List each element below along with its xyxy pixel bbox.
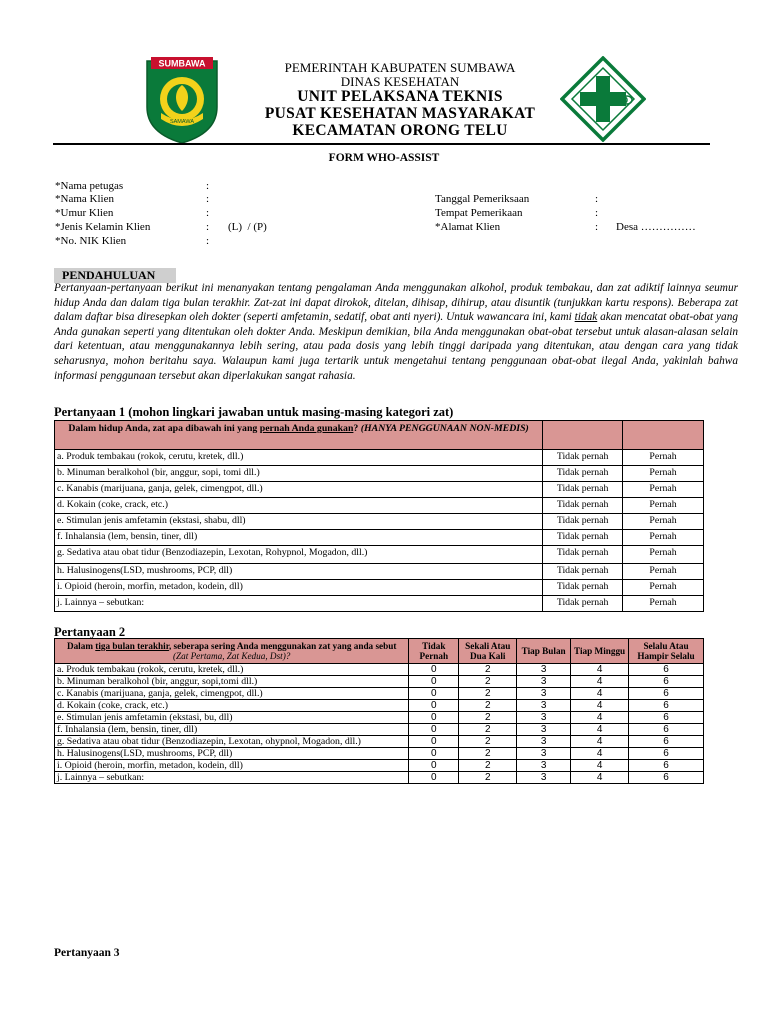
q1-substance: e. Stimulan jenis amfetamin (ekstasi, shabu, dll) (55, 514, 543, 530)
header-kecamatan: KECAMATAN ORONG TELU (292, 122, 508, 139)
q2-score-option[interactable]: 4 (571, 688, 629, 700)
q2-score-option[interactable]: 6 (629, 736, 704, 748)
q2-score-option[interactable]: 3 (517, 760, 571, 772)
q2-score-option[interactable]: 6 (629, 676, 704, 688)
q2-score-option[interactable]: 3 (517, 688, 571, 700)
q2-row (55, 688, 704, 700)
q2-score-option[interactable]: 0 (409, 664, 459, 676)
q2-score-option[interactable]: 2 (459, 760, 517, 772)
logo-ribbon-text: SAMAWA (169, 119, 195, 125)
q2-score-option[interactable]: 0 (409, 676, 459, 688)
q2-score-option[interactable]: 3 (517, 700, 571, 712)
q2-score-option[interactable]: 0 (409, 748, 459, 760)
q2-score-option[interactable]: 2 (459, 748, 517, 760)
q1-option-tidak-pernah[interactable]: Tidak pernah (543, 482, 623, 498)
q2-score-option[interactable]: 6 (629, 712, 704, 724)
q2-score-option[interactable]: 3 (517, 724, 571, 736)
q2-row (55, 700, 704, 712)
pendahuluan-heading: PENDAHULUAN (54, 268, 176, 283)
sep: : (206, 193, 210, 205)
header-puskesmas: PUSAT KESEHATAN MASYARAKAT (264, 105, 536, 122)
q1-substance: g. Sedativa atau obat tidur (Benzodiazepin, Lexotan, Rohypnol, Mogadon, dll.) (55, 546, 543, 564)
q2-score-option[interactable]: 6 (629, 748, 704, 760)
q2-row (55, 748, 704, 760)
q2-score-option[interactable]: 4 (571, 724, 629, 736)
q1-header-row (55, 421, 704, 450)
q1-option-tidak-pernah[interactable]: Tidak pernah (543, 564, 623, 580)
q2-substance: i. Opioid (heroin, morfin, metadon, kodein, dll) (55, 760, 409, 772)
label-jenis-kelamin: *Jenis Kelamin Klien (55, 221, 151, 233)
header-divider (53, 143, 710, 145)
q2-substance: f. Inhalansia (lem, bensin, tiner, dll) (55, 724, 409, 736)
q2-score-option[interactable]: 2 (459, 772, 517, 784)
q1-table (54, 420, 704, 612)
label-tempat: Tempat Pemerikaan (435, 207, 523, 219)
q1-option-pernah[interactable]: Pernah (623, 530, 704, 546)
q2-score-option[interactable]: 2 (459, 724, 517, 736)
q2-score-option[interactable]: 2 (459, 736, 517, 748)
sep: : (595, 193, 599, 205)
q1-row (55, 466, 704, 482)
q1-option-pernah[interactable]: Pernah (623, 482, 704, 498)
q1-row (55, 564, 704, 580)
q2-score-option[interactable]: 3 (517, 748, 571, 760)
q1-option-pernah[interactable]: Pernah (623, 466, 704, 482)
q1-option-pernah[interactable]: Pernah (623, 564, 704, 580)
label-nama-petugas: *Nama petugas (55, 180, 124, 192)
q2-score-option[interactable]: 6 (629, 760, 704, 772)
q1-option-tidak-pernah[interactable]: Tidak pernah (543, 450, 623, 466)
header-unit: UNIT PELAKSANA TEKNIS (297, 88, 503, 105)
q2-score-option[interactable]: 3 (517, 664, 571, 676)
q2-score-option[interactable]: 0 (409, 712, 459, 724)
q1-header-blank (623, 421, 704, 450)
q2-score-option[interactable]: 4 (571, 772, 629, 784)
q1-option-pernah[interactable]: Pernah (623, 546, 704, 564)
q2-score-option[interactable]: 2 (459, 712, 517, 724)
q2-col-selalu: Selalu Atau Hampir Selalu (629, 639, 704, 664)
q1-option-tidak-pernah[interactable]: Tidak pernah (543, 498, 623, 514)
q1-option-tidak-pernah[interactable]: Tidak pernah (543, 466, 623, 482)
q1-row (55, 450, 704, 466)
q1-substance: d. Kokain (coke, crack, etc.) (55, 498, 543, 514)
q1-option-pernah[interactable]: Pernah (623, 450, 704, 466)
q2-row (55, 676, 704, 688)
q1-row (55, 530, 704, 546)
q1-row (55, 596, 704, 612)
q1-substance: a. Produk tembakau (rokok, cerutu, kretek, dll.) (55, 450, 543, 466)
q1-substance: h. Halusinogens(LSD, mushrooms, PCP, dll) (55, 564, 543, 580)
q2-substance: j. Lainnya – sebutkan: (55, 772, 409, 784)
q2-substance: d. Kokain (coke, crack, etc.) (55, 700, 409, 712)
q2-col-tidak-pernah: Tidak Pernah (409, 639, 459, 664)
q1-substance: j. Lainnya – sebutkan: (55, 596, 543, 612)
q2-substance: c. Kanabis (marijuana, ganja, gelek, cimengpot, dll.) (55, 688, 409, 700)
q2-score-option[interactable]: 3 (517, 772, 571, 784)
q1-substance: c. Kanabis (marijuana, ganja, gelek, cimengpot, dll.) (55, 482, 543, 498)
q2-score-option[interactable]: 4 (571, 760, 629, 772)
q1-substance: f. Inhalansia (lem, bensin, tiner, dll) (55, 530, 543, 546)
q2-score-option[interactable]: 6 (629, 688, 704, 700)
q1-row (55, 482, 704, 498)
q1-option-pernah[interactable]: Pernah (623, 580, 704, 596)
q1-option-pernah[interactable]: Pernah (623, 514, 704, 530)
q2-score-option[interactable]: 3 (517, 736, 571, 748)
q2-score-option[interactable]: 3 (517, 676, 571, 688)
desa-field[interactable]: Desa …………… (616, 221, 696, 233)
q1-option-tidak-pernah[interactable]: Tidak pernah (543, 530, 623, 546)
q2-score-option[interactable]: 0 (409, 760, 459, 772)
q2-score-option[interactable]: 0 (409, 700, 459, 712)
q2-row (55, 772, 704, 784)
q1-option-pernah[interactable]: Pernah (623, 498, 704, 514)
q1-header: Dalam hidup Anda, zat apa dibawah ini yang pernah Anda gunakan? (HANYA PENGGUNAAN NON-MEDIS) (55, 421, 543, 450)
q2-row (55, 760, 704, 772)
label-nama-klien: *Nama Klien (55, 193, 114, 205)
q1-option-tidak-pernah[interactable]: Tidak pernah (543, 596, 623, 612)
q1-title: Pertanyaan 1 (mohon lingkari jawaban untuk masing-masing kategori zat) (54, 405, 454, 419)
q2-row (55, 724, 704, 736)
q2-score-option[interactable]: 0 (409, 724, 459, 736)
q2-col-sekali: Sekali Atau Dua Kali (459, 639, 517, 664)
q2-score-option[interactable]: 4 (571, 748, 629, 760)
logo-banner-text: SUMBAWA (158, 58, 206, 69)
q1-substance: i. Opioid (heroin, morfin, metadon, kodein, dll) (55, 580, 543, 596)
q2-score-option[interactable]: 3 (517, 712, 571, 724)
sep: : (595, 207, 599, 219)
label-umur-klien: *Umur Klien (55, 207, 114, 219)
q2-row (55, 736, 704, 748)
label-nik-klien: *No. NIK Klien (55, 235, 127, 247)
q2-col-bulan: Tiap Bulan (517, 639, 571, 664)
header-dept: DINAS KESEHATAN (340, 74, 460, 89)
q2-score-option[interactable]: 4 (571, 700, 629, 712)
q2-score-option[interactable]: 2 (459, 688, 517, 700)
q2-score-option[interactable]: 6 (629, 772, 704, 784)
q2-score-option[interactable]: 0 (409, 736, 459, 748)
sep: : (206, 180, 210, 192)
q2-score-option[interactable]: 2 (459, 676, 517, 688)
q2-table (54, 638, 704, 784)
q1-substance: b. Minuman beralkohol (bir, anggur, sopi, tomi dll.) (55, 466, 543, 482)
q2-score-option[interactable]: 0 (409, 772, 459, 784)
q2-score-option[interactable]: 2 (459, 664, 517, 676)
q2-score-option[interactable]: 6 (629, 724, 704, 736)
q1-header-blank (543, 421, 623, 450)
q2-score-option[interactable]: 0 (409, 688, 459, 700)
q2-score-option[interactable]: 4 (571, 712, 629, 724)
label-alamat: *Alamat Klien (435, 221, 501, 233)
q1-option-tidak-pernah[interactable]: Tidak pernah (543, 546, 623, 564)
q1-row (55, 546, 704, 564)
q2-row (55, 664, 704, 676)
q1-row (55, 514, 704, 530)
q2-title: Pertanyaan 2 (54, 625, 126, 639)
form-title: FORM WHO-ASSIST (328, 152, 440, 164)
q2-score-option[interactable]: 2 (459, 700, 517, 712)
q2-col-minggu: Tiap Minggu (571, 639, 629, 664)
sep: : (206, 207, 210, 219)
q3-title: Pertanyaan 3 (54, 947, 120, 959)
q2-substance: h. Halusinogens(LSD, mushrooms, PCP, dll) (55, 748, 409, 760)
q1-option-pernah[interactable]: Pernah (623, 596, 704, 612)
gender-options[interactable]: (L) / (P) (228, 221, 267, 233)
intro-paragraph: Pertanyaan-pertanyaan berikut ini menanyakan tentang pengalaman Anda menggunakan alkohol, produk tembakau, dan zat adiktif lainnya seumur hidup Anda dan dalam tiga bulan terakhir. Zat-zat ini dapat dirokok, ditelan, dihisap, dihirup, atau disuntik (tunjukkan kartu respons). Beberapa zat dalam daftar bisa diresepkan oleh dokter (seperti amfetamin, sedatif, obat anti nyeri). Untuk wawancara ini, kami tidak akan mencatat obat-obat yang Anda gunakan seperti yang ditentukan oleh dokter Anda. Meskipun demikian, bila Anda menggunakan obat-obat tersebut untuk alasan-alasan selain dari ketentuan, atau menggunakannya lebih sering, atau pada dosis yang lebih tinggi daripada yang ditentukan, atau dengan cara yang tidak seharusnya, mohon beritahu saya. Walaupun kami juga tertarik untuk mengetahui tentang penggunaan obat-obat ilegal Anda, yakinlah bahwa informasi penggunaan tersebut akan diperlakukan sangat rahasia. (54, 282, 738, 382)
header-gov: PEMERINTAH KABUPATEN SUMBAWA (284, 60, 516, 75)
sep: : (206, 221, 210, 233)
q2-score-option[interactable]: 6 (629, 664, 704, 676)
q2-substance: e. Stimulan jenis amfetamin (ekstasi, bu, dll) (55, 712, 409, 724)
q2-score-option[interactable]: 4 (571, 676, 629, 688)
q1-row (55, 580, 704, 596)
q2-score-option[interactable]: 4 (571, 664, 629, 676)
q2-substance: g. Sedativa atau obat tidur (Benzodiazepin, Lexotan, ohypnol, Mogadon, dll.) (55, 736, 409, 748)
q2-substance: b. Minuman beralkohol (bir, anggur, sopi,tomi dll.) (55, 676, 409, 688)
q1-row (55, 498, 704, 514)
q2-score-option[interactable]: 6 (629, 700, 704, 712)
q2-header-row (55, 639, 704, 664)
q1-option-tidak-pernah[interactable]: Tidak pernah (543, 514, 623, 530)
q2-score-option[interactable]: 4 (571, 736, 629, 748)
q2-header: Dalam tiga bulan terakhir, seberapa sering Anda menggunakan zat yang anda sebut (Zat Pertama, Zat Kedua, Dst)? (55, 639, 409, 664)
sep: : (595, 221, 599, 233)
label-tanggal: Tanggal Pemeriksaan (435, 193, 530, 205)
q1-option-tidak-pernah[interactable]: Tidak pernah (543, 580, 623, 596)
q2-row (55, 712, 704, 724)
q2-substance: a. Produk tembakau (rokok, cerutu, kretek, dll.) (55, 664, 409, 676)
sep: : (206, 235, 210, 247)
